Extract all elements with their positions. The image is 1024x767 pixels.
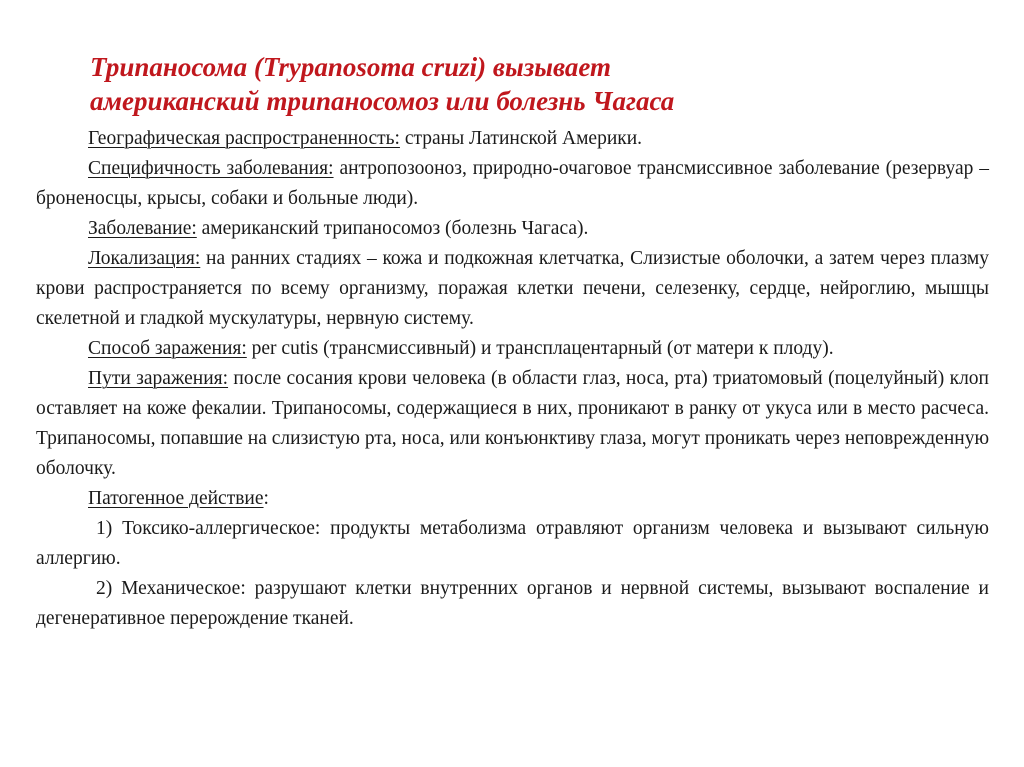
localization-label: Локализация: xyxy=(88,248,201,269)
title-latin-name: Trypanosoma cruzi xyxy=(262,52,478,82)
pathogenic-label: Патогенное действие xyxy=(88,488,264,509)
slide-body xyxy=(36,124,989,634)
paragraph-infection-routes xyxy=(36,364,989,484)
paragraph-pathogenic xyxy=(36,484,989,514)
toxic-text: 1) Токсико-аллергическое: продукты метаболизма отравляют организм человека и вызывают сильную аллергию. xyxy=(36,518,989,569)
mechanical-text: 2) Механическое: разрушают клетки внутренних органов и нервной системы, вызывают воспаление и дегенеративное перерождение тканей. xyxy=(36,578,989,629)
infection-method-label: Способ заражения: xyxy=(88,338,247,359)
paragraph-disease xyxy=(36,214,989,244)
title-line-2: американский трипаносомоз или болезнь Чагаса xyxy=(90,86,675,116)
localization-text: на ранних стадиях – кожа и подкожная клетчатка, Слизистые оболочки, а затем через плазму крови распространяется по всему организму, поражая клетки печени, селезенку, сердце, нейроглию, мышцы скелетной и гладкой мускулатуры, нервную систему. xyxy=(36,248,989,329)
infection-routes-label: Пути заражения: xyxy=(88,368,229,389)
infection-method-text: per cutis (трансмиссивный) и трансплацентарный (от матери к плоду). xyxy=(246,338,834,359)
paragraph-localization xyxy=(36,244,989,334)
title-line-1 xyxy=(90,50,970,84)
paragraph-geography xyxy=(36,124,989,154)
paragraph-infection-method xyxy=(36,334,989,364)
title-part-2: ) вызывает xyxy=(477,52,611,82)
infection-routes-text: после сосания крови человека (в области глаз, носа, рта) триатомовый (поцелуйный) клоп оставляет на коже фекалии. Трипаносомы, содержащиеся в них, проникают в ранку от укуса или в место расчеса. Трипаносомы, попавшие на слизистую рта, носа, или конъюнктиву глаза, могут проникать через неповрежденную оболочку. xyxy=(36,368,990,479)
specificity-label: Специфичность заболевания: xyxy=(88,158,334,179)
paragraph-specificity xyxy=(36,154,989,214)
title-part-1: Трипаносома ( xyxy=(90,52,263,82)
paragraph-mechanical xyxy=(36,574,989,634)
disease-text: американский трипаносомоз (болезнь Чагаса). xyxy=(196,218,589,239)
geography-text: страны Латинской Америки. xyxy=(399,128,643,149)
pathogenic-colon: : xyxy=(263,488,269,509)
slide-title xyxy=(90,50,970,118)
specificity-text: антропозооноз, природно-очаговое трансмиссивное заболевание (резервуар – броненосцы, крысы, собаки и больные люди). xyxy=(36,158,990,209)
geography-label: Географическая распространенность: xyxy=(88,128,400,149)
paragraph-toxic xyxy=(36,514,989,574)
disease-label: Заболевание: xyxy=(88,218,197,239)
